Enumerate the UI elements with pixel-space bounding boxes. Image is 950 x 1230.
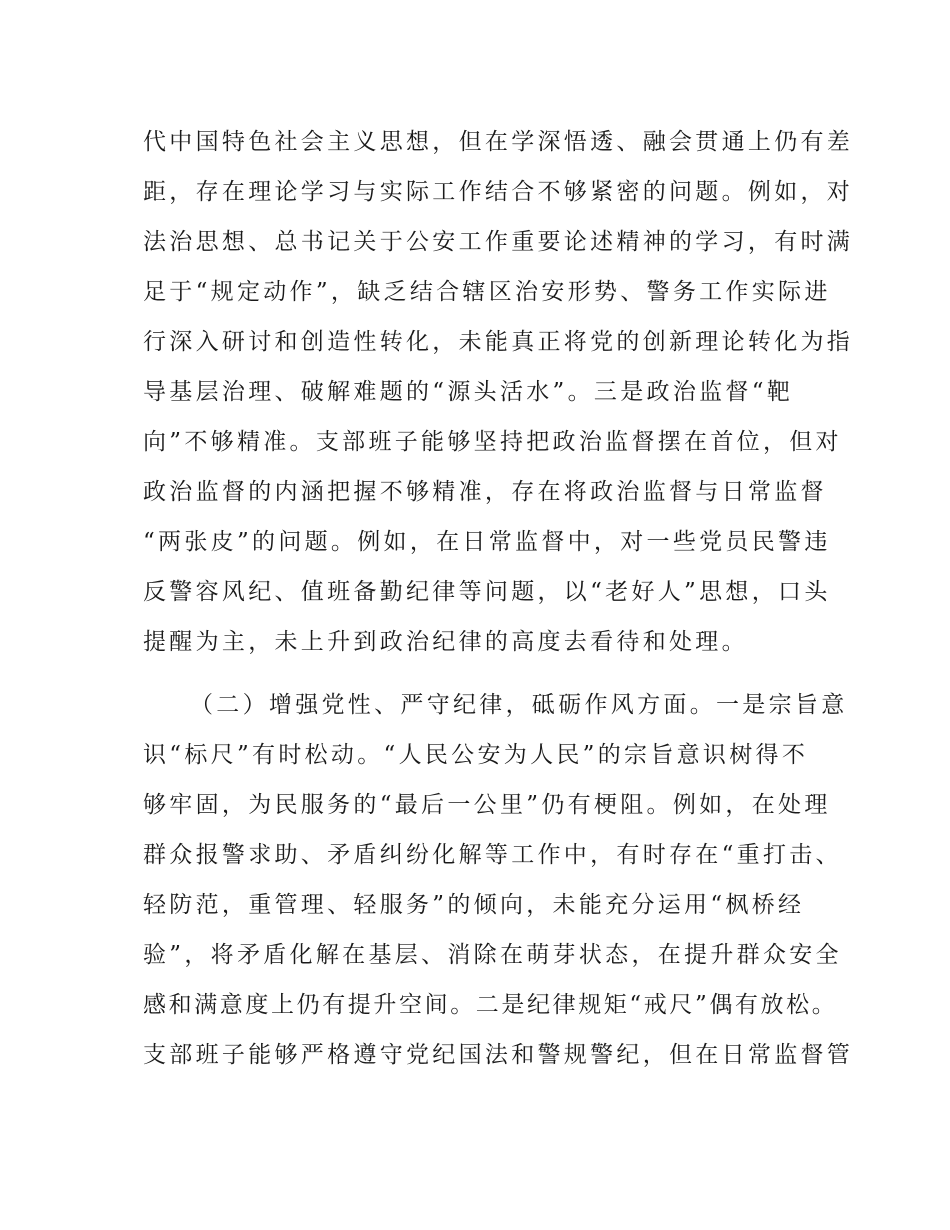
text-line: 支部班子能够严格遵守党纪国法和警规警纪，但在日常监督管 — [143, 1042, 854, 1068]
text-line: 够牢固，为民服务的“最后一公里”仍有梗阻。例如，在处理 — [143, 792, 831, 818]
text-line: “两张皮”的问题。例如，在日常监督中，对一些党员民警违 — [143, 529, 831, 555]
text-line: 轻防范，重管理、轻服务”的倾向，未能充分运用“枫桥经 — [143, 892, 805, 918]
text-line: 政治监督的内涵把握不够精准，存在将政治监督与日常监督 — [143, 479, 827, 505]
text-line: 距，存在理论学习与实际工作结合不够紧密的问题。例如，对 — [143, 179, 854, 205]
text-line: 群众报警求助、矛盾纠纷化解等工作中，有时存在“重打击、 — [143, 842, 842, 868]
text-line: 识“标尺”有时松动。“人民公安为人民”的宗旨意识树得不 — [143, 742, 809, 768]
text-line: 导基层治理、破解难题的“源头活水”。三是政治监督“靶 — [143, 379, 794, 405]
text-line: 代中国特色社会主义思想，但在学深悟透、融会贯通上仍有差 — [143, 129, 854, 155]
text-line: 法治思想、总书记关于公安工作重要论述精神的学习，有时满 — [143, 229, 854, 255]
text-line: 行深入研讨和创造性转化，未能真正将党的创新理论转化为指 — [143, 329, 854, 355]
text-line: 向”不够精准。支部班子能够坚持把政治监督摆在首位，但对 — [143, 429, 842, 455]
text-line: 反警容风纪、值班备勤纪律等问题，以“老好人”思想，口头 — [143, 579, 831, 605]
text-line: 验”，将矛盾化解在基层、消除在萌芽状态，在提升群众安全 — [143, 942, 842, 968]
text-line: 足于“规定动作”，缺乏结合辖区治安形势、警务工作实际进 — [143, 279, 831, 305]
section-heading-line: （二）增强党性、严守纪律，砥砺作风方面。一是宗旨意 — [190, 692, 848, 718]
text-line: 提醒为主，未上升到政治纪律的高度去看待和处理。 — [143, 629, 748, 655]
text-line: 感和满意度上仍有提升空间。二是纪律规矩“戒尺”偶有放松。 — [143, 992, 838, 1018]
